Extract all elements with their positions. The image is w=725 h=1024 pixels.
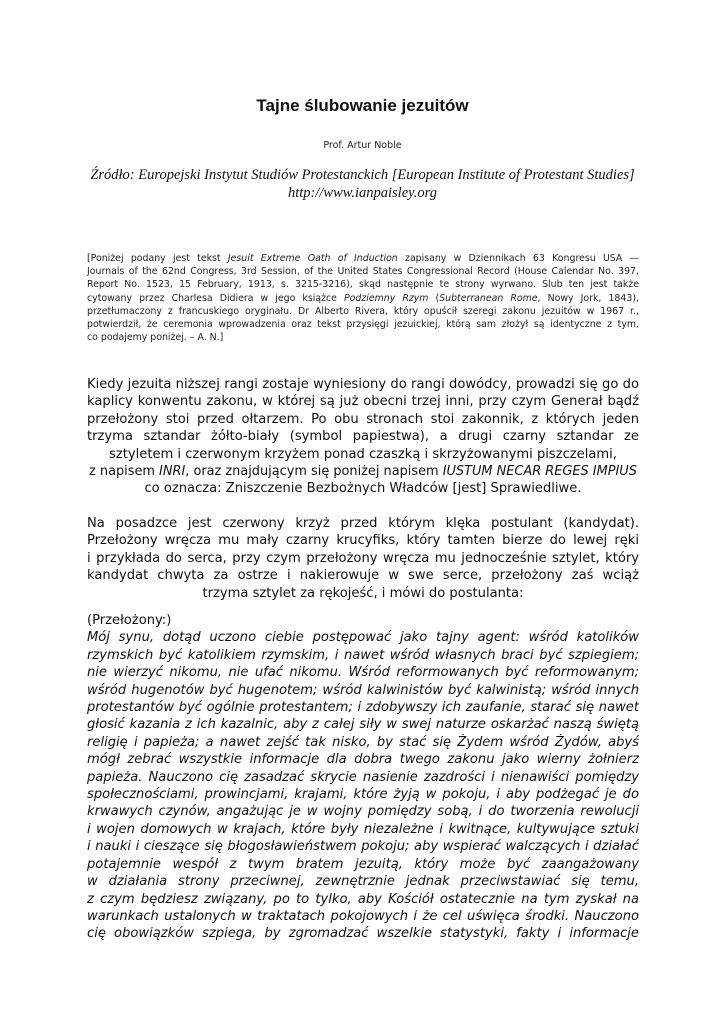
editor-note [87,252,639,344]
paragraph-ceremony [87,515,639,602]
text-line: Przełożony wręcza mu mały czarny krucyfiks, który tamten bierze do lewej ręki [87,533,639,549]
paragraph-intro [87,376,639,498]
oath-line: i nauki i cieszące się błogosławieństwem pokoju; aby wspierać walczących i działać [87,839,639,855]
oath-line: papieża. Nauczono cię zasadzać skrycie nasienie zazdrości i nienawiści pomiędzy [87,769,639,785]
paragraph-oath [87,612,639,943]
oath-line: wśród hugenotów być hugenotem; wśród kalwinistów być kalwinistą; wśród innych [87,682,639,698]
oath-line: Mój synu, dotąd uczono ciebie postępować jako tajny agent: wśród katolików [87,630,639,646]
note-line: [Poniżej podany jest tekst Jesuit Extreme Oath of Induction zapisany w Dziennikach 63 Kongresu USA — [87,253,639,264]
oath-line: warunkach ustalonych w traktatach pokojowych i że cel uświęca środki. Nauczono [87,908,639,924]
speaker-label: (Przełożony:) [87,613,172,628]
text-line: trzyma sztandar żółto-biały (symbol papiestwa), a drugi czarny sztandar ze [87,429,639,445]
oath-line: religię i papieża; a nawet zejść tak nisko, by stać się Żydem wśród Żydów, abyś [87,734,639,750]
text-line: Na posadzce jest czerwony krzyż przed którym klęka postulant (kandydat). [87,516,639,531]
oath-line: w działania strony przeciwnej, zewnętrznie jednak przeciwstawiać się temu, [87,874,639,890]
author-line: Prof. Artur Noble [323,140,402,151]
source-block [60,166,665,202]
oath-line: cię obowiązków szpiega, by zgromadzać wszelkie statystyki, fakty i informacje [87,926,639,942]
oath-line: głosić kazania z ich kazalnic, aby z całej siły w swej naturze oskarżać naszą świętą [87,717,639,733]
oath-line: społecznościami, prowincjami, krajami, które żyją w pokoju, i aby podżegać je do [87,787,639,803]
note-line: przetłumaczony z francuskiego oryginału. Dr Alberto Rivera, który opuścił szeregi zakonu jezuitów w 1967 r., [87,305,639,317]
text-line: przełożony stoi przed ołtarzem. Po obu stronach stoi zakonnik, z których jeden [87,411,639,427]
text-line: trzyma sztylet za rękojeść, i mówi do postulanta: [202,585,524,601]
text-line: i przykłada do serca, przy czym przełożony wręcza mu jednocześnie sztylet, który [87,550,639,566]
oath-line: i wojen domowych w krajach, które były niezależne i kwitnące, kultywujące sztuki [87,821,639,837]
note-line: Report No. 1523, 15 February, 1913, s. 3215-3216), skąd następnie te strony wyrwano. Ślub ten jest także [87,279,639,291]
note-line: Journals of the 62nd Congress, 3rd Session, of the United States Congressional Record (House Calendar No. 397, [87,266,639,278]
oath-line: mógł zebrać wszystkie informacje dla dobra twego zakonu jako wierny żołnierz [87,752,639,768]
document-title: Tajne ślubowanie jezuitów [256,96,469,115]
text-line: z napisem INRI, oraz znajdującym się poniżej napisem IUSTUM NECAR REGES IMPIUS [89,464,637,480]
note-line: cytowany przez Charlesa Didiera w jego książce Podziemny Rzym (Subterranean Rome, Nowy Jork, 1843), [87,292,639,304]
text-line: Kiedy jezuita niższej rangi zostaje wyniesiony do rangi dowódcy, prowadzi się go do [87,377,639,392]
oath-line: rzymskich być katolikiem rzymskim, i nawet wśród własnych braci być szpiegiem; [87,647,639,663]
text-line: co oznacza: Zniszczenie Bezbożnych Władców [jest] Sprawiedliwe. [144,481,582,497]
source-line: Źródło: Europejski Instytut Studiów Protestanckich [European Institute of Protestant Studies] [90,167,635,183]
text-line: kandydat chwyta za ostrze i nakierowuje w swe serce, przełożony zaś wciąż [87,568,639,584]
oath-line: protestantów być ogólnie protestantem; i zdobywszy ich zaufanie, starać się nawet [87,700,639,716]
source-url: http://www.ianpaisley.org [287,185,438,201]
text-line: kaplicy konwentu zakonu, w której są już obecni trzej inni, przy czym Generał bądź [87,394,639,410]
oath-line: nie wierzyć nikomu, nie ufać nikomu. Wśród reformowanych być reformowanym; [87,665,639,681]
oath-line: potajemnie wespół z twym bratem jezuitą, który może być zaangażowany [87,856,639,872]
note-line: co podajemy poniżej. – A. N.] [87,332,224,344]
oath-line: krwawych czynów, angażując je w wojny pomiędzy sobą, i do tworzenia rewolucji [87,804,639,820]
text-line: sztyletem i czerwonym krzyżem ponad czaszką i skrzyżowanymi piszczelami, [109,446,617,462]
note-line: potwierdził, że ceremonia wprowadzenia oraz tekst przysięgi jezuickiej, którą sam złożył są identyczne z tym, [87,319,639,331]
oath-line: z czym będziesz związany, po to tylko, aby Kościół ostatecznie na tym zyskał na [87,891,639,907]
